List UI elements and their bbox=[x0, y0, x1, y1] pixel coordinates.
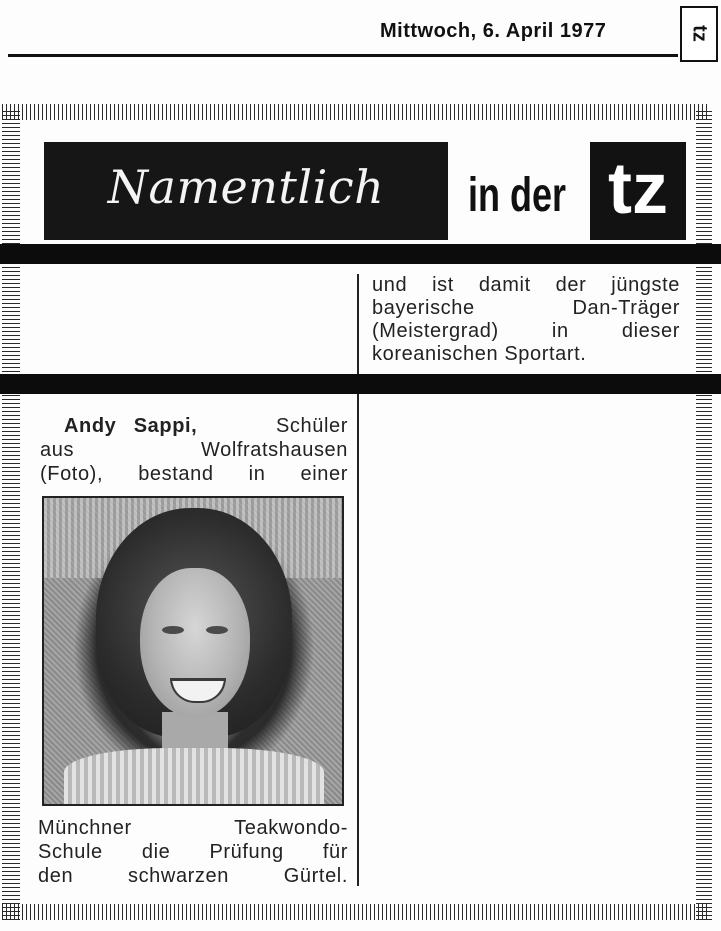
article-body-after-photo bbox=[38, 816, 348, 888]
issue-date: Mittwoch, 6. April 1977 bbox=[380, 20, 607, 42]
right-column-line: (Meistergrad) in dieser bbox=[372, 320, 680, 342]
corner-tz-logo bbox=[680, 6, 718, 62]
intro-line bbox=[40, 438, 348, 462]
person-name: Andy Sappi, bbox=[64, 415, 198, 437]
right-column-line: bayerische Dan-Träger bbox=[372, 297, 680, 319]
intro-word: Wolfratshausen bbox=[201, 439, 348, 461]
column-rule-upper bbox=[357, 274, 359, 374]
hatched-border-top bbox=[2, 104, 710, 120]
photo-eye-left bbox=[162, 626, 184, 634]
intro-line bbox=[40, 414, 348, 438]
hatched-border-bottom bbox=[2, 904, 710, 920]
header-rule bbox=[8, 54, 678, 57]
photo-eye-right bbox=[206, 626, 228, 634]
body-line: den schwarzen Gürtel. bbox=[38, 865, 348, 887]
masthead-banner bbox=[44, 142, 448, 240]
body-line: Schule die Prüfung für bbox=[38, 841, 348, 863]
black-band-lower bbox=[0, 374, 721, 394]
tz-logo-text: tz bbox=[608, 149, 668, 229]
corner-logo-text: tz bbox=[688, 25, 711, 42]
right-column-line: koreanischen Sportart. bbox=[372, 343, 587, 365]
masthead-in-der: in der bbox=[468, 169, 567, 222]
intro-word: aus bbox=[40, 439, 75, 461]
hatched-border-right bbox=[696, 108, 712, 920]
column-rule-lower bbox=[357, 394, 359, 886]
article-intro bbox=[40, 414, 348, 486]
intro-line: (Foto), bestand in einer bbox=[40, 463, 348, 485]
body-line: Münchner Teakwondo- bbox=[38, 817, 348, 839]
right-column-line: und ist damit der jüngste bbox=[372, 274, 680, 296]
black-band-upper bbox=[0, 244, 721, 264]
portrait-photo bbox=[42, 496, 344, 806]
tz-logo bbox=[590, 142, 686, 240]
article-right-column bbox=[372, 274, 680, 366]
hatched-border-left bbox=[2, 108, 20, 920]
masthead-title: Namentlich bbox=[107, 160, 385, 214]
intro-word: Schüler bbox=[275, 415, 348, 437]
photo-shirt bbox=[64, 748, 324, 806]
